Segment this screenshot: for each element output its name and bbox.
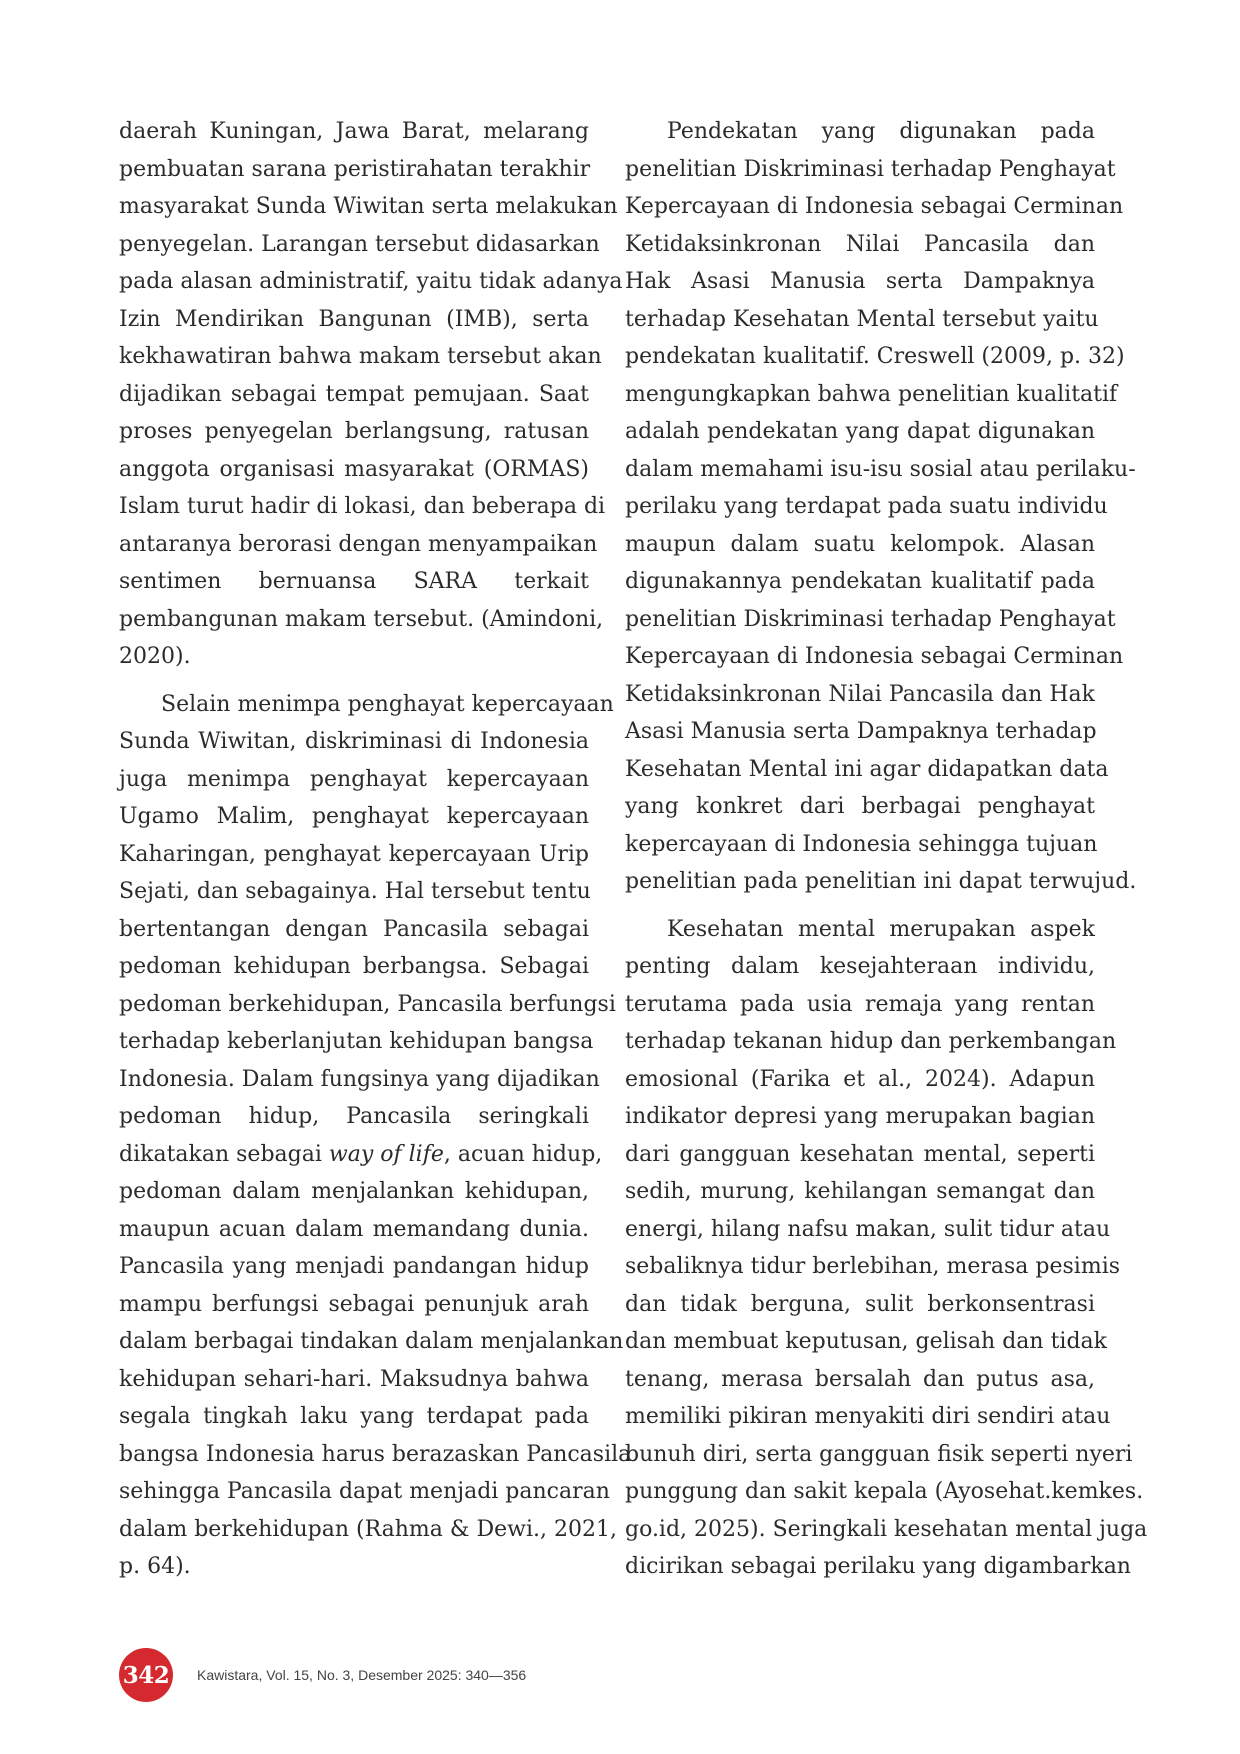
text-line: Hak Asasi Manusia serta Dampaknya xyxy=(625,269,1095,294)
text-line: bunuh diri, serta gangguan fisik seperti nyeri xyxy=(625,1441,1133,1467)
text-line: kepercayaan di Indonesia sehingga tujuan xyxy=(625,831,1098,857)
text-line: Kepercayaan di Indonesia sebagai Cerminan xyxy=(625,194,1124,219)
text-line: Kesehatan Mental ini agar didapatkan data xyxy=(625,756,1109,782)
text-line: pedoman berkehidupan, Pancasila berfungsi xyxy=(119,991,616,1017)
text-line: dicirikan sebagai perilaku yang digambarkan xyxy=(625,1554,1131,1579)
text-line: perilaku yang terdapat pada suatu individu xyxy=(625,494,1108,519)
text-line: Sunda Wiwitan, diskriminasi di Indonesia xyxy=(119,729,589,754)
text-line: Asasi Manusia serta Dampaknya terhadap xyxy=(625,719,1097,744)
text-line: Kaharingan, penghayat kepercayaan Urip xyxy=(119,841,589,867)
text-line: dan membuat keputusan, gelisah dan tidak xyxy=(625,1329,1107,1354)
text-line: dikatakan sebagai way of life, acuan hidup, xyxy=(119,1141,603,1167)
text-line: pendekatan kualitatif. Creswell (2009, p. 32) xyxy=(625,344,1125,369)
text-line: adalah pendekatan yang dapat digunakan xyxy=(625,419,1095,444)
paragraph xyxy=(119,113,623,676)
text-line: penyegelan. Larangan tersebut didasarkan xyxy=(119,231,600,257)
text-line: Ugamo Malim, penghayat kepercayaan xyxy=(119,804,589,829)
text-line: tenang, merasa bersalah dan putus asa, xyxy=(625,1366,1095,1392)
text-line: Kepercayaan di Indonesia sebagai Cerminan xyxy=(625,644,1124,669)
text-line: proses penyegelan berlangsung, ratusan xyxy=(119,419,589,444)
text-line: Islam turut hadir di lokasi, dan beberapa di xyxy=(119,494,606,519)
text-line: terhadap keberlanjutan kehidupan bangsa xyxy=(119,1029,594,1054)
text-line: penelitian Diskriminasi terhadap Penghayat xyxy=(625,606,1116,632)
text-line: sedih, murung, kehilangan semangat dan xyxy=(625,1179,1095,1204)
text-line: segala tingkah laku yang terdapat pada xyxy=(119,1404,589,1429)
text-line: emosional (Farika et al., 2024). Adapun xyxy=(625,1066,1095,1092)
text-line: dalam berkehidupan (Rahma & Dewi., 2021, xyxy=(119,1516,617,1542)
text-line: Izin Mendirikan Bangunan (IMB), serta xyxy=(119,306,589,332)
text-line: pedoman kehidupan berbangsa. Sebagai xyxy=(119,954,589,979)
text-line: dalam berbagai tindakan dalam menjalankan xyxy=(119,1329,624,1354)
text-line: terhadap Kesehatan Mental tersebut yaitu xyxy=(625,306,1099,332)
text-line: dan tidak berguna, sulit berkonsentrasi xyxy=(625,1291,1095,1317)
text-line: dalam memahami isu-isu sosial atau perilaku- xyxy=(625,456,1136,482)
text-line: pembangunan makam tersebut. (Amindoni, xyxy=(119,606,604,632)
text-line: dijadikan sebagai tempat pemujaan. Saat xyxy=(119,381,589,407)
text-line: daerah Kuningan, Jawa Barat, melarang xyxy=(119,119,589,144)
text-line: digunakannya pendekatan kualitatif pada xyxy=(625,569,1095,594)
text-line: terhadap tekanan hidup dan perkembangan xyxy=(625,1029,1117,1054)
text-line: antaranya berorasi dengan menyampaikan xyxy=(119,531,598,557)
text-line: mampu berfungsi sebagai penunjuk arah xyxy=(119,1291,589,1317)
text-line: dari gangguan kesehatan mental, seperti xyxy=(625,1141,1095,1167)
text-line: Ketidaksinkronan Nilai Pancasila dan Hak xyxy=(625,681,1095,707)
text-line: kekhawatiran bahwa makam tersebut akan xyxy=(119,344,602,369)
page-number-badge: 342 xyxy=(119,1648,173,1702)
text-line: kehidupan sehari-hari. Maksudnya bahwa xyxy=(119,1366,589,1392)
paragraph xyxy=(119,686,632,1586)
text-line: go.id, 2025). Seringkali kesehatan mental juga xyxy=(625,1516,1148,1542)
text-line: 2020). xyxy=(119,644,191,669)
text-line: pedoman dalam menjalankan kehidupan, xyxy=(119,1179,589,1204)
text-line: bertentangan dengan Pancasila sebagai xyxy=(119,916,589,942)
text-line: mengungkapkan bahwa penelitian kualitatif xyxy=(625,381,1118,407)
text-line: penelitian Diskriminasi terhadap Penghayat xyxy=(625,156,1116,182)
text-line: bangsa Indonesia harus berazaskan Pancasila xyxy=(119,1441,632,1467)
text-line: terutama pada usia remaja yang rentan xyxy=(625,991,1095,1017)
text-line: penelitian pada penelitian ini dapat terwujud. xyxy=(625,869,1137,894)
text-line: juga menimpa penghayat kepercayaan xyxy=(119,766,589,792)
text-line: energi, hilang nafsu makan, sulit tidur atau xyxy=(625,1216,1111,1242)
paragraph xyxy=(625,113,1137,901)
text-line: Sejati, dan sebagainya. Hal tersebut tentu xyxy=(119,879,591,904)
text-line: Kesehatan mental merupakan aspek xyxy=(667,916,1095,942)
text-line: anggota organisasi masyarakat (ORMAS) xyxy=(119,456,589,482)
text-line: masyarakat Sunda Wiwitan serta melakukan xyxy=(119,194,618,219)
paragraph xyxy=(625,911,1148,1586)
text-line: punggung dan sakit kepala (Ayosehat.kemkes. xyxy=(625,1479,1144,1504)
text-line: Indonesia. Dalam fungsinya yang dijadikan xyxy=(119,1066,600,1092)
text-line: Pendekatan yang digunakan pada xyxy=(667,119,1095,144)
running-head: Kawistara, Vol. 15, No. 3, Desember 2025: 340—356 xyxy=(197,1667,527,1683)
left-column xyxy=(119,113,632,1586)
text-line: indikator depresi yang merupakan bagian xyxy=(625,1104,1095,1129)
right-column xyxy=(625,113,1148,1586)
text-line: Selain menimpa penghayat kepercayaan xyxy=(161,691,614,717)
text-line: sebaliknya tidur berlebihan, merasa pesimis xyxy=(625,1254,1121,1279)
text-line: penting dalam kesejahteraan individu, xyxy=(625,954,1095,979)
text-line: Ketidaksinkronan Nilai Pancasila dan xyxy=(625,231,1095,257)
text-line: maupun acuan dalam memandang dunia. xyxy=(119,1216,589,1242)
text-line: sehingga Pancasila dapat menjadi pancaran xyxy=(119,1479,610,1504)
page-footer xyxy=(119,1648,526,1702)
text-line: maupun dalam suatu kelompok. Alasan xyxy=(625,531,1095,557)
text-line: pedoman hidup, Pancasila seringkali xyxy=(119,1104,589,1129)
text-line: pada alasan administratif, yaitu tidak adanya xyxy=(119,269,623,294)
text-line: sentimen bernuansa SARA terkait xyxy=(119,569,589,594)
text-line: yang konkret dari berbagai penghayat xyxy=(625,794,1095,819)
text-line: Pancasila yang menjadi pandangan hidup xyxy=(119,1254,589,1279)
text-line: pembuatan sarana peristirahatan terakhir xyxy=(119,156,591,182)
text-line: memiliki pikiran menyakiti diri sendiri atau xyxy=(625,1404,1111,1429)
text-line: p. 64). xyxy=(119,1554,191,1579)
